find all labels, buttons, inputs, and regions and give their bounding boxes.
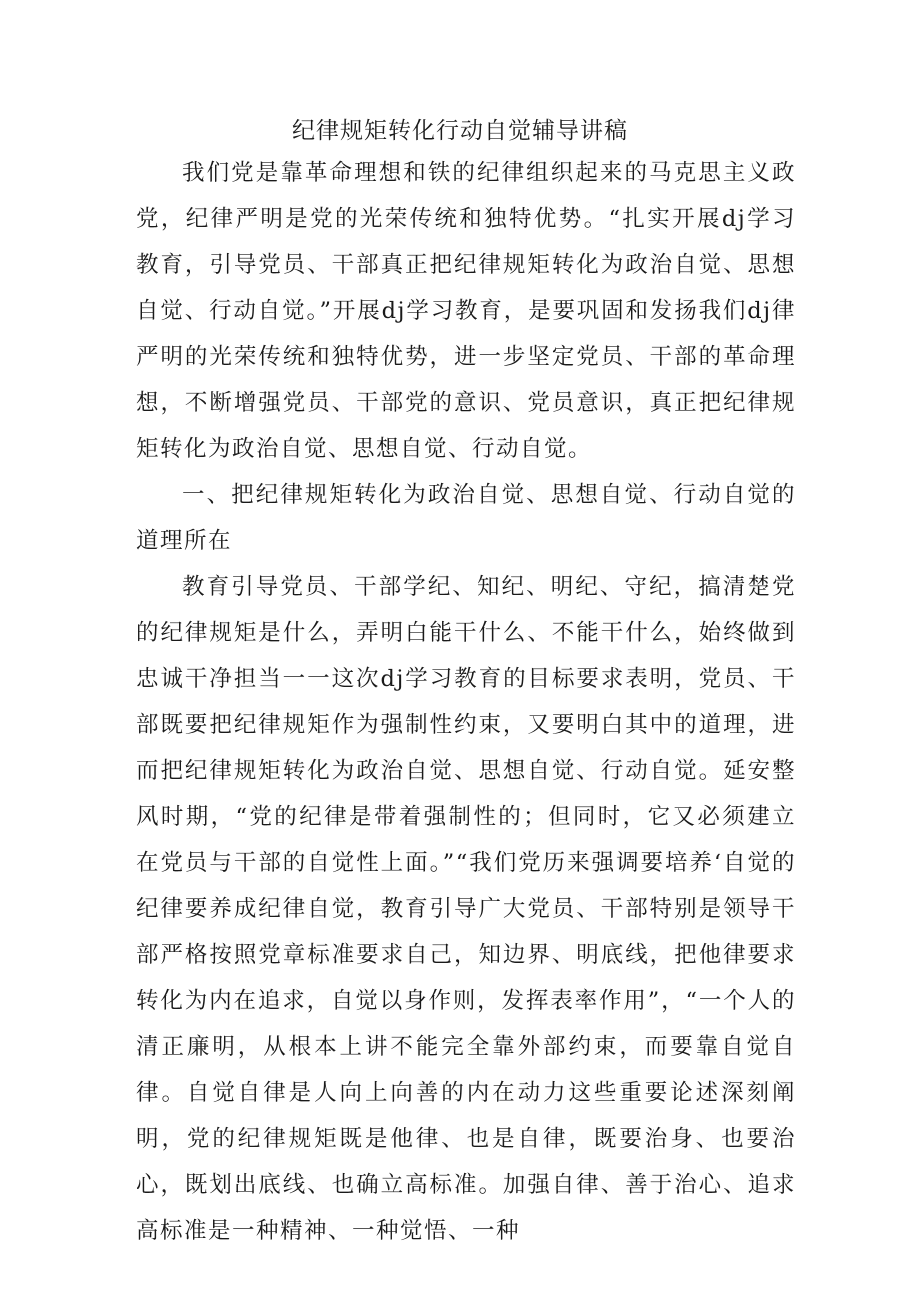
document-body bbox=[136, 150, 796, 1254]
document-title: 纪律规矩转化行动自觉辅导讲稿 bbox=[292, 118, 628, 144]
paragraph-intro: 我们党是靠革命理想和铁的纪律组织起来的马克思主义政党，纪律严明是党的光荣传统和独特优势。“扎实开展dj学习教育，引导党员、干部真正把纪律规矩转化为政治自觉、思想自觉、行动自觉。”开展dj学习教育，是要巩固和发扬我们dj律严明的光荣传统和独特优势，进一步坚定党员、干部的革命理想，不断增强党员、干部党的意识、党员意识，真正把纪律规矩转化为政治自觉、思想自觉、行动自觉。 bbox=[136, 160, 796, 462]
section-heading-1: 一、把纪律规矩转化为政治自觉、思想自觉、行动自觉的道理所在 bbox=[136, 482, 796, 554]
paragraph-section-1: 教育引导党员、干部学纪、知纪、明纪、守纪，搞清楚党的纪律规矩是什么，弄明白能干什么、不能干什么，始终做到忠诚干净担当一一这次dj学习教育的目标要求表明，党员、干部既要把纪律规矩作为强制性约束，又要明白其中的道理，进而把纪律规矩转化为政治自觉、思想自觉、行动自觉。延安整风时期，“党的纪律是带着强制性的；但同时，它又必须建立在党员与干部的自觉性上面。”“我们党历来强调要培养‘自觉的纪律要养成纪律自觉，教育引导广大党员、干部特别是领导干部严格按照党章标准要求自己，知边界、明底线，把他律要求转化为内在追求，自觉以身作则，发挥表率作用”，“一个人的清正廉明，从根本上讲不能完全靠外部约束，而要靠自觉自律。自觉自律是人向上向善的内在动力这些重要论述深刻阐明，党的纪律规矩既是他律、也是自律，既要治身、也要治心，既划出底线、也确立高标准。加强自律、善于治心、追求高标准是一种精神、一种觉悟、一种 bbox=[136, 574, 796, 1244]
